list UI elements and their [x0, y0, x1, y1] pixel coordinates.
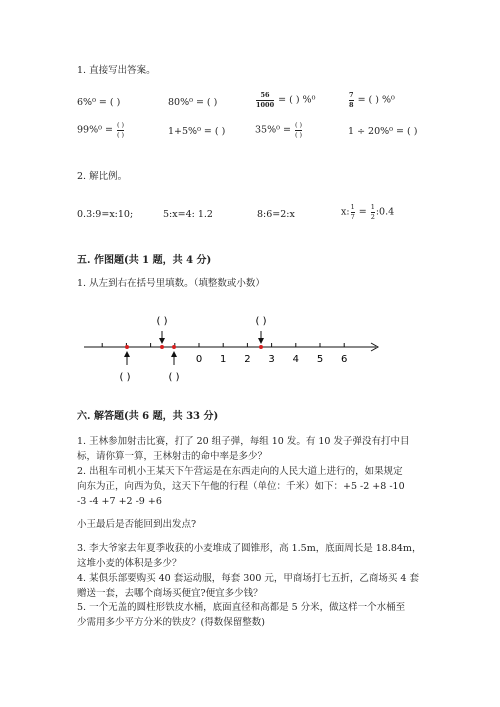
number-line [0, 305, 500, 395]
blank-top-2: ( ) [255, 316, 267, 327]
fraction: $\frac{56}{1000}$ [256, 91, 275, 109]
item-2b: 1+5%⁰ = ( ) [168, 126, 226, 137]
fraction: $\frac{1}{2}$ [370, 203, 375, 221]
item-3a: 0.3:9=x:10; [77, 209, 134, 220]
tick-label-1: 1 [220, 354, 227, 365]
fraction: $\frac{( )}{( )}$ [294, 121, 303, 139]
question-1-title: 1. 直接写出答案。 [77, 65, 156, 76]
section-5-heading: 五. 作图题(共 1 题，共 4 分) [77, 255, 212, 266]
problem-3: 3. 李大爷家去年夏季收获的小麦堆成了圆锥形，高 1.5m，底面周长是 18.84m， 这堆小麦的体积是多少？ [77, 543, 422, 569]
item-2a: 99%⁰ = $\frac{( )}{( )}$ [77, 121, 125, 139]
item-3d: x: $\frac{1}{7}$ = $\frac{1}{2}$ :0.4 [341, 203, 395, 221]
problem-2: 2. 出租车司机小王某天下午营运是在东西走向的人民大道上进行的，如果规定 向东为正，向西为负，这天下午他的行程（单位：千米）如下：+5 -2 +8 -10 -3 -4 +7 +2 -9 +6 [77, 466, 405, 507]
tick-label-2: 2 [244, 354, 251, 365]
item-3b: 5:x=4: 1.2 [163, 209, 213, 220]
problem-5: 5. 一个无盖的圆柱形铁皮水桶，底面直径和高都是 5 分米，做这样一个水桶至 少需用多少平方分米的铁皮？(得数保留整数) [77, 602, 406, 628]
section-6-heading: 六. 解答题(共 6 题，共 33 分) [77, 411, 219, 422]
problem-2-question: 小王最后是否能回到出发点? [77, 519, 197, 530]
fraction: $\frac{1}{7}$ [350, 203, 355, 221]
tick-label-0: 0 [195, 354, 203, 365]
section-5-question-1: 1. 从左到右在括号里填数。（填整数或小数） [77, 278, 265, 289]
point-marker [125, 345, 129, 349]
blank-top-1: ( ) [156, 316, 168, 327]
fraction: $\frac{7}{8}$ [349, 91, 354, 109]
question-2-title: 2. 解比例。 [77, 171, 128, 182]
item-2c: 35%⁰ = $\frac{( )}{( )}$ [255, 121, 303, 139]
blank-bottom-1: ( ) [119, 372, 131, 383]
item-1b: 80%⁰ = ( ) [168, 97, 218, 108]
item-1a: 6%⁰ = ( ) [77, 97, 121, 108]
tick-label-3: 3 [268, 354, 275, 365]
problem-4: 4. 某俱乐部要购买 40 套运动服，每套 300 元，甲商场打七五折，乙商场买 4 套 赠送一套，去哪个商场买便宜?便宜多少钱？ [77, 573, 419, 599]
tick-label-5: 5 [316, 354, 324, 365]
blank-bottom-2: ( ) [168, 372, 180, 383]
point-marker [160, 345, 164, 349]
point-marker [259, 345, 263, 349]
problem-1: 1. 王林参加射击比赛，打了 20 组子弹，每组 10 发。有 10 发子弹没有打中目 标，请你算一算，王林射击的命中率是多少？ [77, 436, 410, 462]
tick-label-4: 4 [292, 354, 299, 365]
tick-label-6: 6 [341, 354, 348, 365]
point-marker [172, 345, 176, 349]
fraction: $\frac{( )}{( )}$ [116, 121, 125, 139]
item-3c: 8:6=2:x [257, 209, 295, 220]
item-2d: 1 ÷ 20%⁰ = ( ) [348, 126, 418, 137]
item-1d: $\frac{7}{8}$ = ( ) %⁰ [349, 91, 395, 109]
item-1c: $\frac{56}{1000}$ = ( ) %⁰ [256, 91, 316, 109]
